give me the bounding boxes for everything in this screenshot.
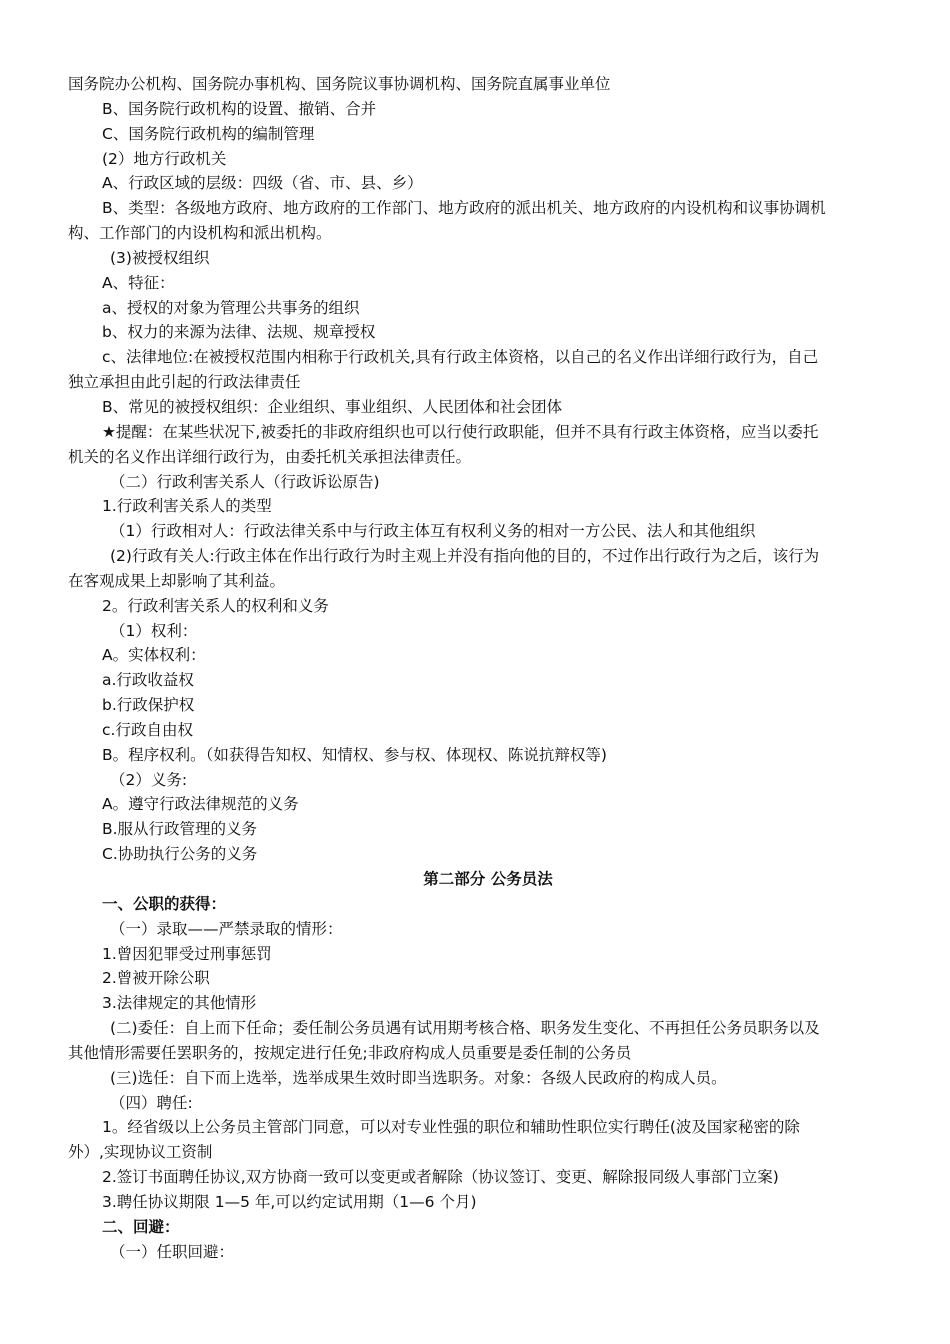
text-line: a、授权的对象为管理公共事务的组织 [102, 298, 360, 317]
section-heading: 第二部分 公务员法 [423, 870, 553, 888]
text-line: 1.行政利害关系人的类型 [102, 497, 272, 516]
text-line: b、权力的来源为法律、法规、规章授权 [102, 323, 376, 342]
text-line: 3.法律规定的其他情形 [102, 994, 257, 1013]
text-line: 1.曾因犯罪受过刑事惩罚 [102, 944, 272, 963]
text-line: 机关的名义作出详细行政行为，由委托机关承担法律责任。 [68, 447, 472, 466]
text-line: 独立承担由此引起的行政法律责任 [68, 373, 301, 392]
text-line: c.行政自由权 [102, 720, 193, 739]
text-line: (二)委任：自上而下任命；委任制公务员遇有试用期考核合格、职务发生变化、不再担任公务员职务以及 [110, 1019, 820, 1038]
text-line: a.行政收益权 [102, 671, 194, 690]
text-line: (三)选任：自下而上选举，选举成果生效时即当选职务。对象：各级人民政府的构成人员。 [110, 1068, 727, 1087]
text-line: （四）聘任: [110, 1093, 193, 1112]
text-line: B。程序权利。（如获得告知权、知情权、参与权、体现权、陈说抗辩权等) [102, 745, 607, 764]
text-line: （二）行政利害关系人（行政诉讼原告) [110, 472, 380, 491]
text-line: 2。行政利害关系人的权利和义务 [102, 596, 329, 615]
text-line: 外）,实现协议工资制 [68, 1143, 213, 1162]
text-line: 国务院办公机构、国务院办事机构、国务院议事协调机构、国务院直属事业单位 [68, 75, 611, 93]
text-line: A、特征： [102, 273, 175, 292]
text-line: （1）行政相对人：行政法律关系中与行政主体互有权利义务的相对一方公民、法人和其他组织 [110, 522, 756, 541]
text-line: C.协助执行公务的义务 [102, 845, 258, 864]
text-line: B、常见的被授权组织：企业组织、事业组织、人民团体和社会团体 [102, 397, 563, 416]
text-line: 在客观成果上却影响了其利益。 [68, 571, 286, 590]
text-line: 2.签订书面聘任协议,双方协商一致可以变更或者解除（协议签订、变更、解除报同级人事部门立案) [102, 1168, 779, 1187]
text-line: c、法律地位:在被授权范围内相称于行政机关,具有行政主体资格，以自己的名义作出详细行政行为，自己 [102, 348, 819, 367]
text-line: B.服从行政管理的义务 [102, 820, 258, 839]
text-line: （2）义务: [110, 770, 188, 789]
text-line: B、国务院行政机构的设置、撤销、合并 [102, 99, 377, 118]
text-line: （1）权利： [110, 621, 198, 640]
text-line: 其他情形需要任罢职务的，按规定进行任免;非政府构成人员重要是委任制的公务员 [68, 1043, 632, 1062]
text-line: 2.曾被开除公职 [102, 969, 210, 988]
text-line: (2）地方行政机关 [102, 149, 227, 168]
text-line: A、行政区域的层级：四级（省、市、县、乡） [102, 174, 423, 193]
text-line: 3.聘任协议期限 1—5 年,可以约定试用期（1—6 个月) [102, 1192, 477, 1211]
text-line: A。遵守行政法律规范的义务 [102, 795, 299, 814]
subsection-heading: 一、公职的获得： [102, 894, 227, 913]
text-line: A。实体权利： [102, 646, 206, 665]
text-line: B、类型：各级地方政府、地方政府的工作部门、地方政府的派出机关、地方政府的内设机构和议事协调机 [102, 199, 826, 218]
text-line: (3)被授权组织 [110, 248, 210, 267]
subsection-heading: 二、回避： [102, 1217, 180, 1236]
text-line: （一）录取——严禁录取的情形： [110, 919, 343, 938]
text-line: 1。经省级以上公务员主管部门同意，可以对专业性强的职位和辅助性职位实行聘任(波及国家秘密的除 [102, 1118, 800, 1137]
text-line: b.行政保护权 [102, 696, 195, 715]
text-line: (2)行政有关人:行政主体在作出行政行为时主观上并没有指向他的目的，不过作出行政行为之后，该行为 [110, 547, 820, 566]
text-line: （一）任职回避： [110, 1242, 235, 1261]
text-line: 构、工作部门的内设机构和派出机构。 [68, 224, 332, 243]
text-line: ★提醒：在某些状况下,被委托的非政府组织也可以行使行政职能，但并不具有行政主体资格，应当以委托 [102, 422, 819, 441]
text-line: C、国务院行政机构的编制管理 [102, 124, 315, 143]
document-page [0, 72, 950, 1265]
